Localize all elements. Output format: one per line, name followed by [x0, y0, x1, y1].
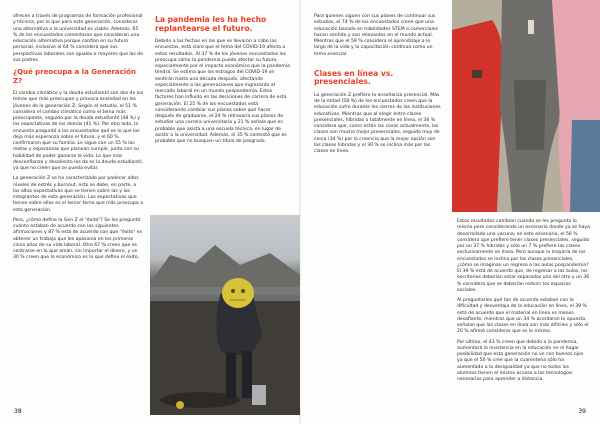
heading-pandemia: La pandemia les ha hecho replantearse el futuro.: [155, 15, 267, 33]
left-col1-paragraph-3: Pero, ¿cómo define la Gen Z el "éxito"? Se les preguntó cuánto estaban de acuerdo con las siguientes afirmaciones y 87 % está de acuerdo con que "éxito" es obtener un trabajo que les apasiona en los primeros cinco años de su vida laboral. Otro 67 % creen que es centrarse en lo que aman, sin importar el dinero, y un 30 % creen que lo económico es lo que define el éxito.: [13, 217, 142, 261]
left-col1-intro: ofrecen a través de programas de formación profesional y técnica, por lo que para esta generación, considerar una alternativa a la universidad es viable. Además, 65 % de los encuestados comentaron que consideran una educación alternativa porque confían en su futuro personal, inclusive el 64 % considera que sus perspectivas laborales son iguales o mayores que las de sus padres.: [13, 14, 144, 63]
left-page-number: 38: [14, 408, 22, 415]
left-column-1: [13, 14, 144, 266]
right-col1-paragraph-1: La generación Z prefiere la enseñanza presencial. Más de la mitad (58 %) de los encuestados creen que la educación sufre durante los cierres de las instituciones educativas. Mientras que al elegir entre clases presenciales, híbridas o totalmente en línea, el 36 % considera que, como están las cosas actualmente, las clases son mucho mejor presenciales, seguido muy de cerca (34 %) por la creencia que la mejor opción son las clases híbridas y el 30 % se inclina más por las clases en línea.: [314, 92, 441, 155]
beach-photo: [150, 215, 300, 415]
heading-clases: Clases en línea vs. presenciales.: [314, 68, 394, 87]
right-col2-paragraph-2: Al preguntarles qué tan de acuerdo estaban con la dificultad y desventaja de la educación en línea, el 39 % está de acuerdo que el material en línea es menos desafiante, mientras que un 34 % acordaron lo opuesto, señalan que las clases en línea son más difíciles y sólo el 20 % afirmó considerar que es lo mismo.: [457, 298, 589, 335]
beach-photo-illustration: [150, 215, 300, 415]
right-column-2: [457, 219, 590, 387]
right-page-number: 39: [578, 408, 586, 415]
right-col2-paragraph-3: Por último, el 43 % creen que debido a la pandemia, aumentará la insistencia en la educación en el hogar posibilidad que esta generación no ve con buenos ojos ya que el 50 % cree que la cuarentena sólo ha aumentado a la desigualdad ya que no todos los alumnos tienen el mismo acceso a las tecnologías necesarias para aprender a distancia.: [457, 339, 584, 382]
heading-preocupa: ¿Qué preocupa a la Generación Z?: [13, 68, 136, 85]
students-photo-illustration: [452, 0, 600, 212]
right-col1-intro: Para quienes siguen con sus planes de continuar sus estudios, el 74 % de los encuestados creen que una educación basada en habilidades STEM o comerciales hacen sentido y son relevantes en el mundo actual. Mientras que el 59 % considera el aprendizaje a lo largo de la vida y la capacitación continua como un tema esencial.: [314, 14, 438, 57]
right-column-1: [314, 14, 442, 159]
left-col1-paragraph-1: El cambio climático y la deuda estudiantil son dos de los temas que más preocupan y provoca ansiedad en los jóvenes de la generación Z. Según el estudio, el 51 % considera el cambio climático como el tema más preocupante, seguido por la deuda estudiantil (48 %) y las expectativas de los demás (41 %). Por otro lado, la encuesta preguntó a los encuestados qué es lo que los deja más esperanza sobre el futuro, y el 60 % confirmaron que su familia. Le sigue con un 55 % las metas y esperanzas que planean cumplir, junto con su habilidad de poder ganarse la vida. Lo que más desconfianza y desaliento les da es la deuda estudiantil, ya que no creen que se pueda evitar.: [13, 91, 144, 172]
left-col2-paragraph-1: Debido a las fechas en las que se llevaron a cabo las encuestas, está claro que el tema del COVID-19 afecta a estos resultados. Al 37 % de los jóvenes encuestados les preocupa cómo la pandemia puede afectar su futuro, especialmente por el impacto económico que la pandemia tendrá. Se estima que los estragos del COVID-19 se sentirán hasta una década después, afectando especialmente a las generaciones que ingresarán al mercado laboral en un mundo pospandemia. Estos factores han influido en las decisiones de carrera de esta generación. El 25 % de los encuestados está considerando cambiar sus planes sobre qué hacer después de graduarse, el 24 % retrasaría sus planes de estudiar una carrera universitaria y 21 % señala que es probable que asista a una escuela técnica, en lugar de asistir a la universidad. Además, el 35 % contestó que es probable que no busquen un título de posgrado.: [155, 39, 290, 145]
right-col2-paragraph-1: Estos resultados cambian cuando se les pregunta lo mismo pero considerando un escenario donde ya se haya desarrollado una vacuna; en este escenario, el 56 % considera que prefiere tener clases presenciales, seguido por un 37 % híbridas y sólo un 7 % prefiere las clases exclusivamente en línea. Pero aunque la mayoría de los encuestados se inclina por las clases presenciales, ¿cómo se imaginan un regreso a las aulas pospandemia? El 39 % está de acuerdo que, de regresar a las aulas, los escritorios deberían estar separados uno del otro y un 36 % considera que se deberían reducir los espacios sociales.: [457, 219, 590, 293]
left-column-2: [155, 12, 290, 149]
left-col1-paragraph-2: La generación Z se ha caracterizado por padecer altos niveles de estrés y burnout, esto se debe, en parte, a las altas expectativas que se tienen sobre las y los integrantes de esta generación. Las expectativas que tienen sobre ellos es el tercer tema que más preocupa a esta generación.: [13, 176, 144, 213]
students-photo: [452, 0, 600, 212]
